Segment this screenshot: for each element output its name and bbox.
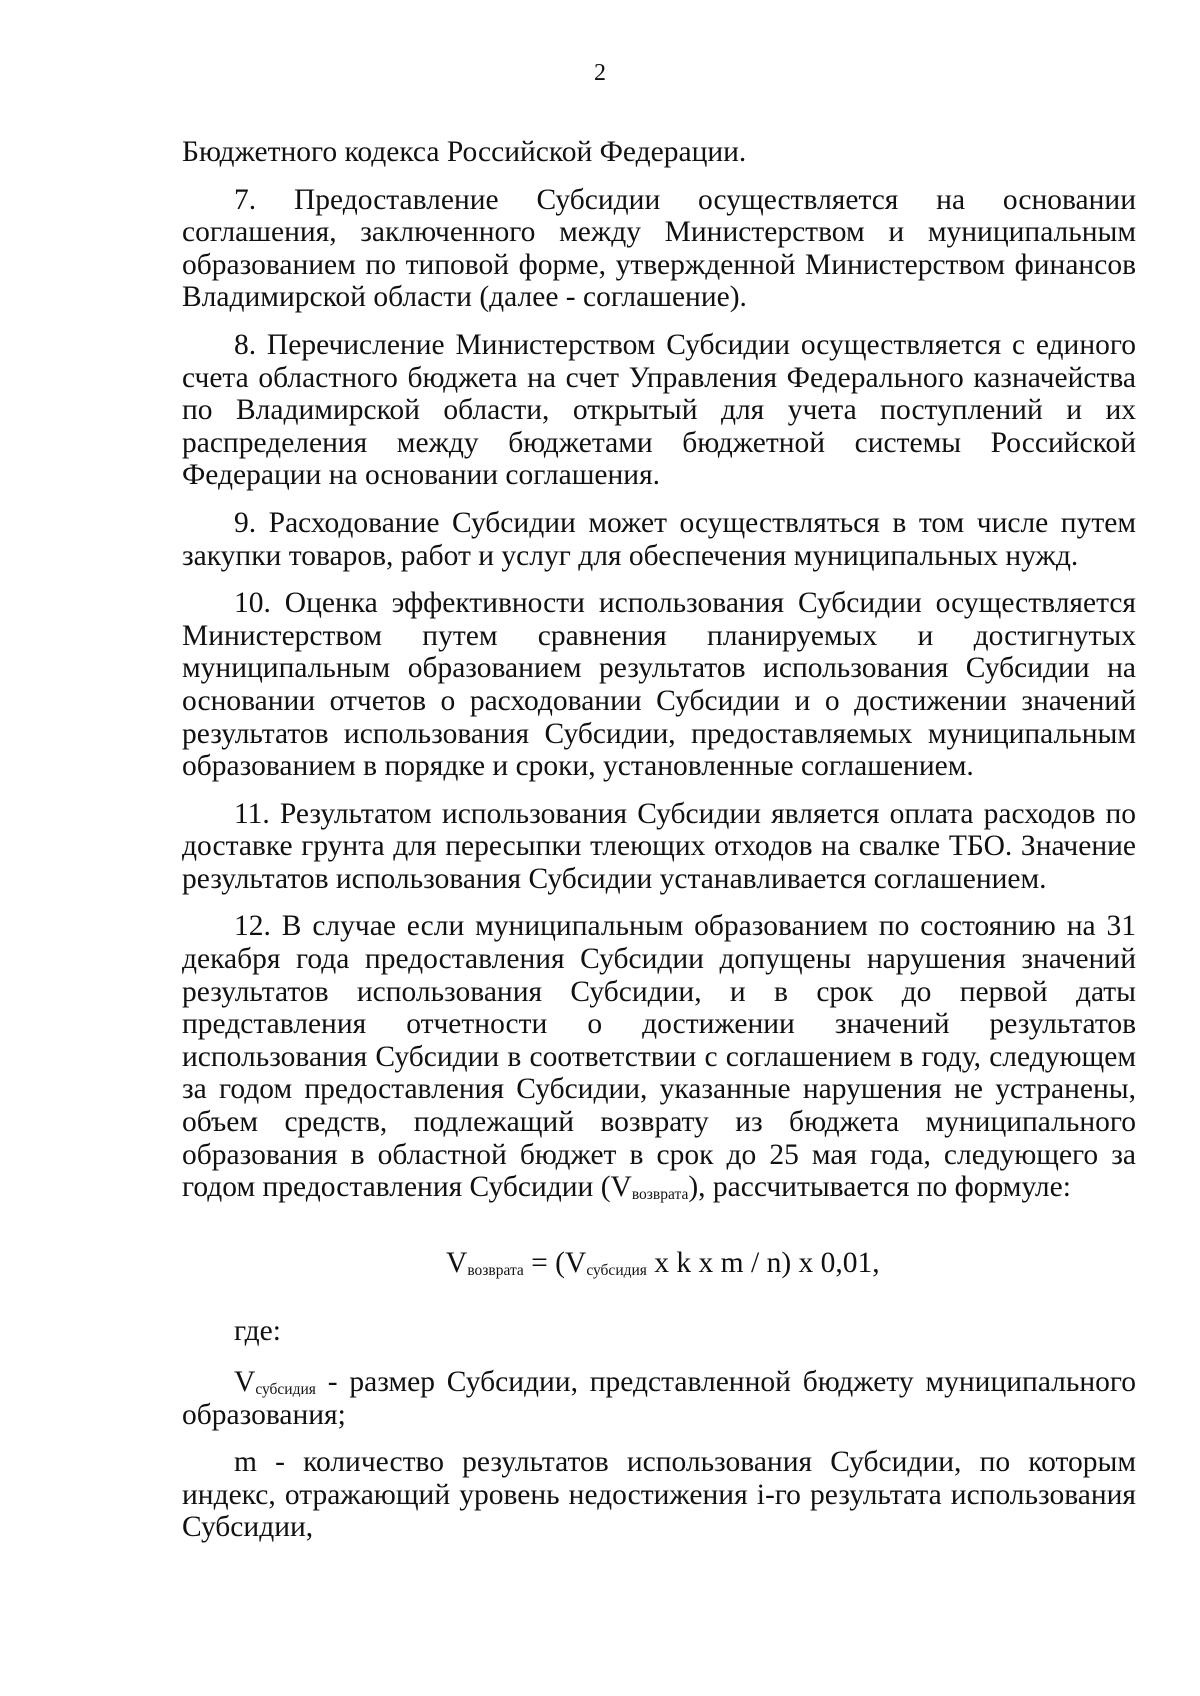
definition-m: m - количество результатов использования Субсидии, по которым индекс, отражающий уровень недостижения i-го результата использования Субсидии, [182, 1446, 1136, 1544]
definition-v-subsidy [182, 1366, 1136, 1431]
v-return-symbol: V [610, 1171, 632, 1204]
def-v-text: - размер Субсидии, представленной бюджету муниципального образования; [182, 1366, 1136, 1431]
paragraph-12 [182, 910, 1136, 1203]
continuation-line: Бюджетного кодекса Российской Федерации. [182, 136, 747, 168]
paragraph-7: 7. Предоставление Субсидии осуществляется на основании соглашения, заключенного между Министерством и муниципальным образованием по типовой форме, утвержденной Министерством финансов Владимирской области (далее - соглашение). [182, 183, 1136, 314]
paragraph-11: 11. Результатом использования Субсидии является оплата расходов по доставке грунта для пересыпки тлеющих отходов на свалке ТБО. Значение результатов использования Субсидии устанавливается соглашением. [182, 797, 1136, 895]
formula-rhs-v: V [565, 1246, 587, 1279]
paragraph-12-tail: ), рассчитывается по формуле: [688, 1171, 1071, 1204]
def-v-subscript: субсидия [255, 1381, 316, 1398]
def-v-symbol: V [234, 1366, 256, 1398]
return-formula [182, 1247, 1136, 1280]
formula-lhs-sub: возврата [467, 1261, 524, 1279]
formula-lhs-v: V [446, 1246, 468, 1279]
v-return-subscript: возврата [631, 1186, 689, 1204]
formula-eq: = ( [523, 1246, 566, 1279]
where-label: где: [234, 1315, 281, 1348]
paragraph-12-text: 12. В случае если муниципальным образованием по состоянию на 31 декабря года предоставления Субсидии допущены нарушения значений результатов использования Субсидии, и в срок до первой даты представления отчетности о достижении значений результатов использования Субсидии в соответствии с соглашением в году, следующем за годом предоставления Субсидии, указанные нарушения не устранены, объем средств, подлежащий возврату из бюджета муниципального образования в областной бюджет в срок до 25 мая года, следующего за годом предоставления Субсидии ( [182, 910, 1136, 1204]
paragraph-10: 10. Оценка эффективности использования Субсидии осуществляется Министерством путем сравнения планируемых и достигнутых муниципальным образованием результатов использования Субсидии на основании отчетов о расходовании Субсидии и о достижении значений результатов использования Субсидии, предоставляемых муниципальным образованием в порядке и сроки, установленные соглашением. [182, 587, 1136, 783]
formula-rhs-rest: x k x m / n) x 0,01, [646, 1246, 880, 1279]
paragraph-9: 9. Расходование Субсидии может осуществляться в том числе путем закупки товаров, работ и услуг для обеспечения муниципальных нужд. [182, 506, 1136, 572]
paragraph-8: 8. Перечисление Министерством Субсидии осуществляется с единого счета областного бюджета на счет Управления Федерального казначейства по Владимирской области, открытый для учета поступлений и их распределения между бюджетами бюджетной системы Российской Федерации на основании соглашения. [182, 328, 1136, 492]
formula-rhs-sub: субсидия [586, 1261, 647, 1279]
page-number: 2 [594, 60, 606, 86]
document-body [182, 136, 1136, 1559]
